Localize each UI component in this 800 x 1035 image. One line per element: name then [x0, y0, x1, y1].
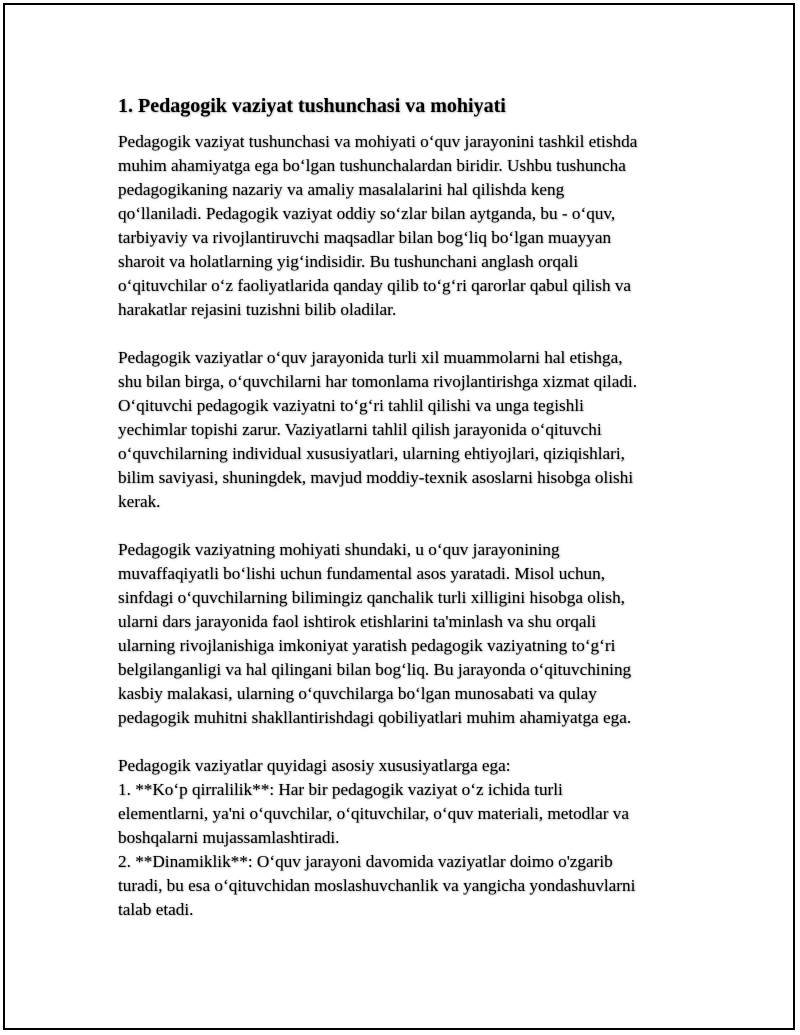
paragraph-spacer [118, 514, 693, 538]
document-body [118, 93, 693, 922]
text-line: tarbiyaviy va rivojlantiruvchi maqsadlar bilan bog‘liq bo‘lgan muayyan [118, 228, 612, 247]
document-title: 1. Pedagogik vaziyat tushunchasi va mohiyati [118, 95, 506, 117]
text-line: muhim ahamiyatga ega bo‘lgan tushunchalardan biridir. Ushbu tushuncha [118, 156, 626, 175]
text-line: Pedagogik vaziyat tushunchasi va mohiyati o‘quv jarayonini tashkil etishda [118, 132, 638, 151]
paragraph-spacer [118, 322, 693, 346]
text-line: shu bilan birga, o‘quvchilarni har tomonlama rivojlantirishga xizmat qiladi. [118, 372, 638, 391]
text-line: o‘qituvchilar o‘z faoliyatlarida qanday qilib to‘g‘ri qarorlar qabul qilish va [118, 276, 632, 295]
text-line: sharoit va holatlarning yig‘indisidir. Bu tushunchani anglash orqali [118, 252, 579, 271]
text-line: O‘qituvchi pedagogik vaziyatni to‘g‘ri tahlil qilishi va unga tegishli [118, 396, 584, 415]
text-line: Pedagogik vaziyatning mohiyati shundaki, u o‘quv jarayonining [118, 540, 560, 559]
text-line: qo‘llaniladi. Pedagogik vaziyat oddiy so‘zlar bilan aytganda, bu - o‘quv, [118, 204, 616, 223]
list-item-line: 1. **Ko‘p qirralilik**: Har bir pedagogik vaziyat o‘z ichida turli [118, 780, 563, 799]
text-line: kasbiy malakasi, ularning o‘quvchilarga bo‘lgan munosabati va qulay [118, 684, 597, 703]
paragraph-spacer [118, 730, 693, 754]
text-line: ularning rivojlanishiga imkoniyat yaratish pedagogik vaziyatning to‘g‘ri [118, 636, 616, 655]
text-line: o‘quvchilarning individual xususiyatlari, ularning ehtiyojlari, qiziqishlari, [118, 444, 625, 463]
text-line: yechimlar topishi zarur. Vaziyatlarni tahlil qilish jarayonida o‘qituvchi [118, 420, 602, 439]
text-line: muvaffaqiyatli bo‘lishi uchun fundamental asos yaratadi. Misol uchun, [118, 564, 606, 583]
text-line: belgilanganligi va hal qilingani bilan bog‘liq. Bu jarayonda o‘qituvchining [118, 660, 632, 679]
text-line: Pedagogik vaziyatlar quyidagi asosiy xususiyatlarga ega: [118, 756, 511, 775]
text-line: kerak. [118, 492, 161, 511]
list-item-line: talab etadi. [118, 900, 194, 919]
text-line: bilim saviyasi, shuningdek, mavjud moddiy-texnik asoslarni hisobga olishi [118, 468, 634, 487]
text-line: sinfdagi o‘quvchilarning bilimingiz qanchalik turli xilligini hisobga olish, [118, 588, 625, 607]
paragraph-3 [118, 538, 693, 730]
text-line: Pedagogik vaziyatlar o‘quv jarayonida turli xil muammolarni hal etishga, [118, 348, 623, 367]
list-item-line: 2. **Dinamiklik**: O‘quv jarayoni davomida vaziyatlar doimo o'zgarib [118, 852, 613, 871]
list-item-line: turadi, bu esa o‘qituvchidan moslashuvchanlik va yangicha yondashuvlarni [118, 876, 636, 895]
list-item-line: elementlarni, ya'ni o‘quvchilar, o‘qituvchilar, o‘quv materiali, metodlar va [118, 804, 629, 823]
list-item-line: boshqalarni mujassamlashtiradi. [118, 828, 340, 847]
text-line: pedagogik muhitni shakllantirishdagi qobiliyatlari muhim ahamiyatga ega. [118, 708, 632, 727]
paragraph-2 [118, 346, 693, 514]
text-line: harakatlar rejasini tuzishni bilib oladilar. [118, 300, 397, 319]
text-line: pedagogikaning nazariy va amaliy masalalarini hal qilishda keng [118, 180, 565, 199]
paragraph-4 [118, 754, 693, 922]
paragraph-1 [118, 130, 693, 322]
text-line: ularni dars jarayonida faol ishtirok etishlarini ta'minlash va shu orqali [118, 612, 597, 631]
